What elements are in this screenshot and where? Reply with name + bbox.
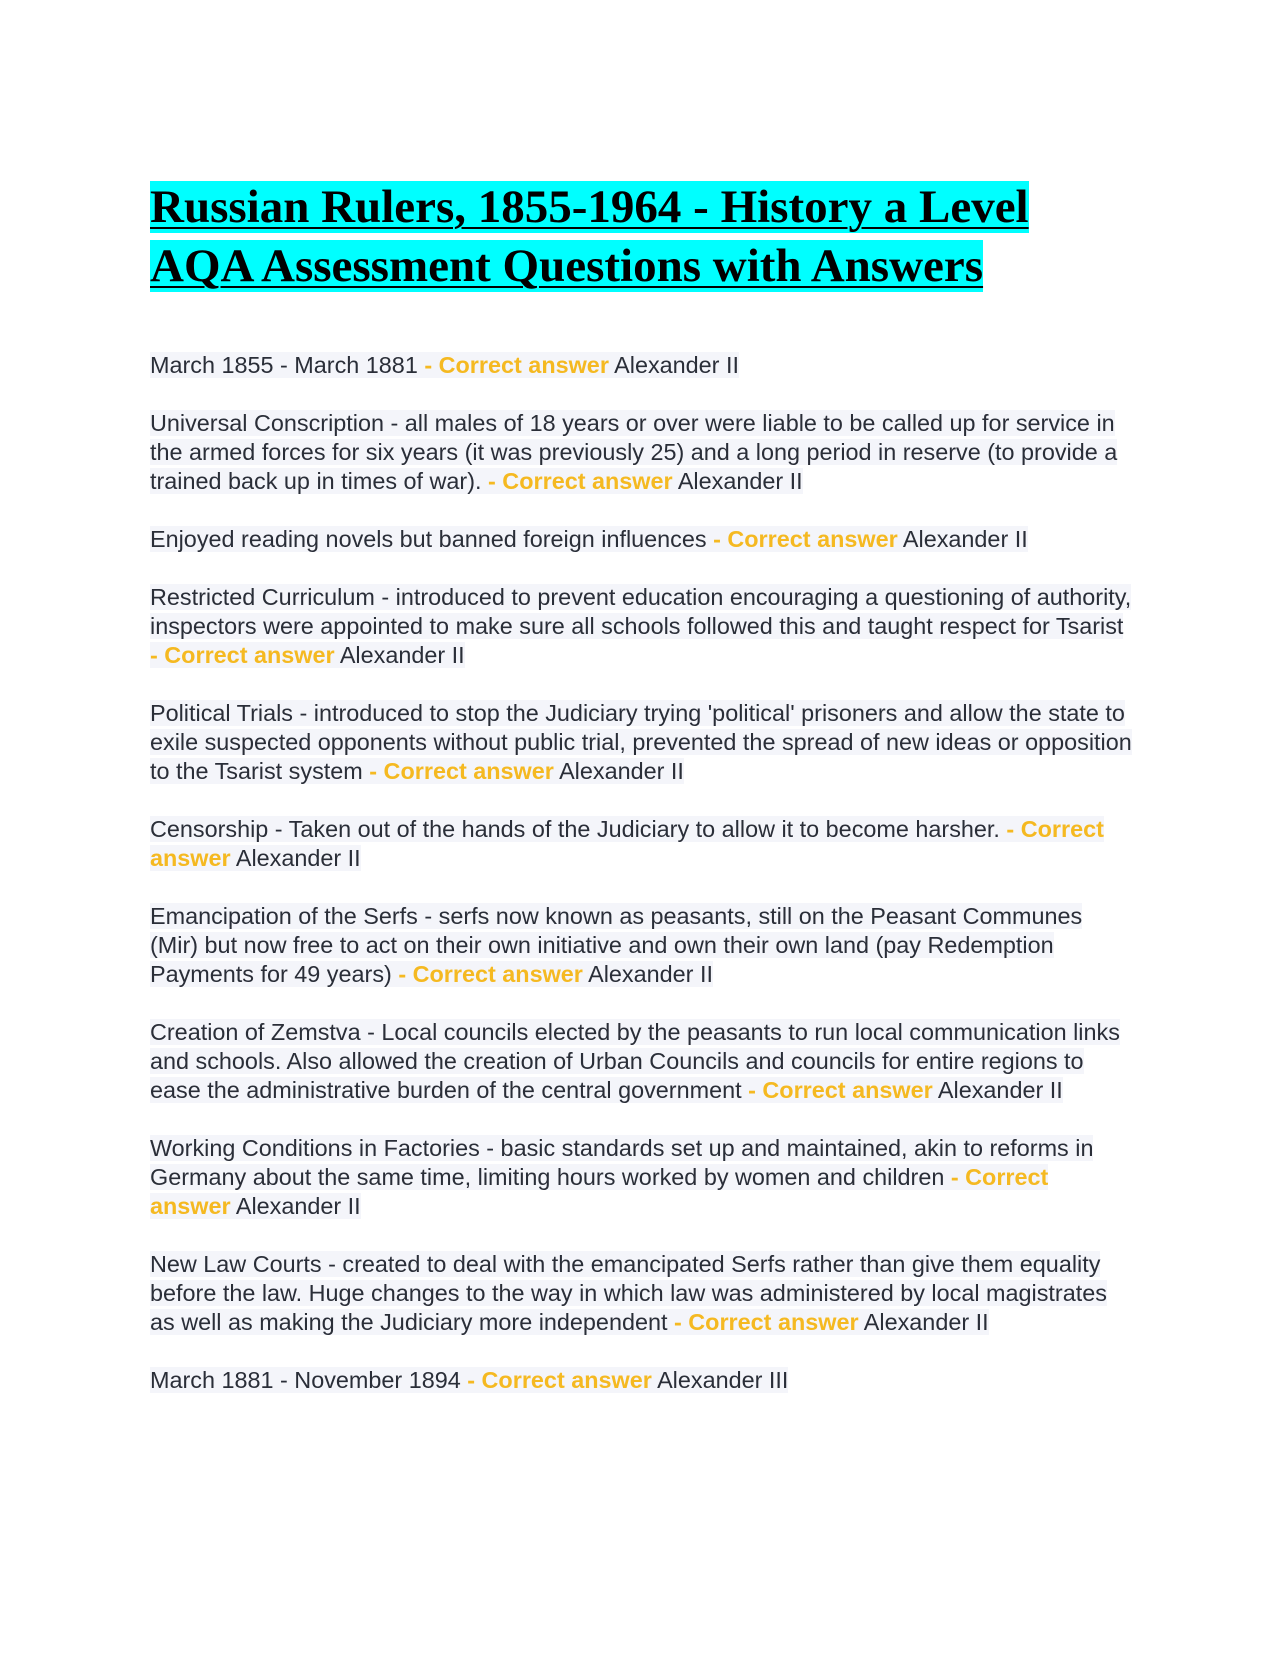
answer-text: Alexander III [657,1367,789,1393]
qa-item-text [150,903,1082,987]
qa-item [150,583,1135,670]
qa-item [150,409,1135,496]
question-text: Restricted Curriculum - introduced to prevent education encouraging a questioning of authority, inspectors were appointed to make sure all schools followed this and taught respect for Tsarist [150,584,1132,639]
correct-answer-label: - Correct answer [369,758,554,784]
correct-answer-label: - Correct answer [713,526,898,552]
correct-answer-label: - Correct answer [673,1309,859,1335]
question-text: New Law Courts - created to deal with the emancipated Serfs rather than give them equality before the law. Huge changes to the way in which law was administered by local magistrates as well as making the Judiciary more independent [150,1251,1107,1335]
title-text: Russian Rulers, 1855-1964 - History a Level AQA Assessment Questions with Answers [150,181,1029,292]
qa-item-text [150,700,1132,784]
qa-item-text [150,352,739,378]
answer-text: Alexander II [235,845,361,871]
qa-item [150,351,1135,380]
qa-item [150,699,1135,786]
question-text: Universal Conscription - all males of 18 years or over were liable to be called up for service in the armed forces for six years (it was previously 25) and a long period in reserve (to provide a trained back up in times of war). [150,410,1118,494]
qa-item [150,1134,1135,1221]
question-text: Creation of Zemstva - Local councils elected by the peasants to run local communication links and schools. Also allowed the creation of Urban Councils and councils for entire regions to ease the administrative burden of the central government [150,1019,1120,1103]
qa-item [150,902,1135,989]
document-body [150,178,1135,1424]
qa-item-text [150,410,1117,494]
question-text: Censorship - Taken out of the hands of the Judiciary to allow it to become harsher. [150,816,1000,842]
qa-item-text [150,816,1104,871]
qa-item-text [150,1251,1107,1335]
qa-item-text [150,1367,788,1393]
question-text: Enjoyed reading novels but banned foreign influences [150,526,707,552]
correct-answer-label: - Correct answer [424,352,609,378]
answer-text: Alexander II [677,468,803,494]
answer-text: Alexander II [902,526,1028,552]
document-title [150,178,1135,296]
correct-answer-label: - Correct answer [150,642,335,668]
qa-item [150,1250,1135,1337]
answer-text: Alexander II [559,758,684,784]
question-text: March 1881 - November 1894 [150,1367,461,1393]
qa-item-text [150,584,1131,668]
correct-answer-label: - Correct answer [150,1164,1049,1219]
qa-item-text [150,1019,1120,1103]
qa-item-text [150,1135,1093,1219]
question-text: Working Conditions in Factories - basic standards set up and maintained, akin to reforms in Germany about the same time, limiting hours worked by women and children [150,1135,1094,1190]
question-text: March 1855 - March 1881 [150,352,418,378]
question-text: Emancipation of the Serfs - serfs now known as peasants, still on the Peasant Communes (Mir) but now free to act on their own initiative and own their own land (pay Redemption Payments for 49 years) [150,903,1083,987]
answer-text: Alexander II [588,961,713,987]
correct-answer-label: - Correct answer [488,468,673,494]
correct-answer-label: - Correct answer [150,816,1104,871]
qa-item [150,525,1135,554]
correct-answer-label: - Correct answer [398,961,583,987]
answer-text: Alexander II [937,1077,1063,1103]
qa-item [150,815,1135,873]
qa-item [150,1366,1135,1395]
qa-item-text [150,526,1028,552]
correct-answer-label: - Correct answer [467,1367,652,1393]
answer-text: Alexander II [235,1193,361,1219]
correct-answer-label: - Correct answer [748,1077,933,1103]
answer-text: Alexander II [339,642,465,668]
answer-text: Alexander II [863,1309,989,1335]
qa-list [150,351,1135,1395]
qa-item [150,1018,1135,1105]
question-text: Political Trials - introduced to stop the Judiciary trying 'political' prisoners and allow the state to exile suspected opponents without public trial, prevented the spread of new ideas or opposition to the Tsarist system [150,700,1132,784]
answer-text: Alexander II [614,352,739,378]
